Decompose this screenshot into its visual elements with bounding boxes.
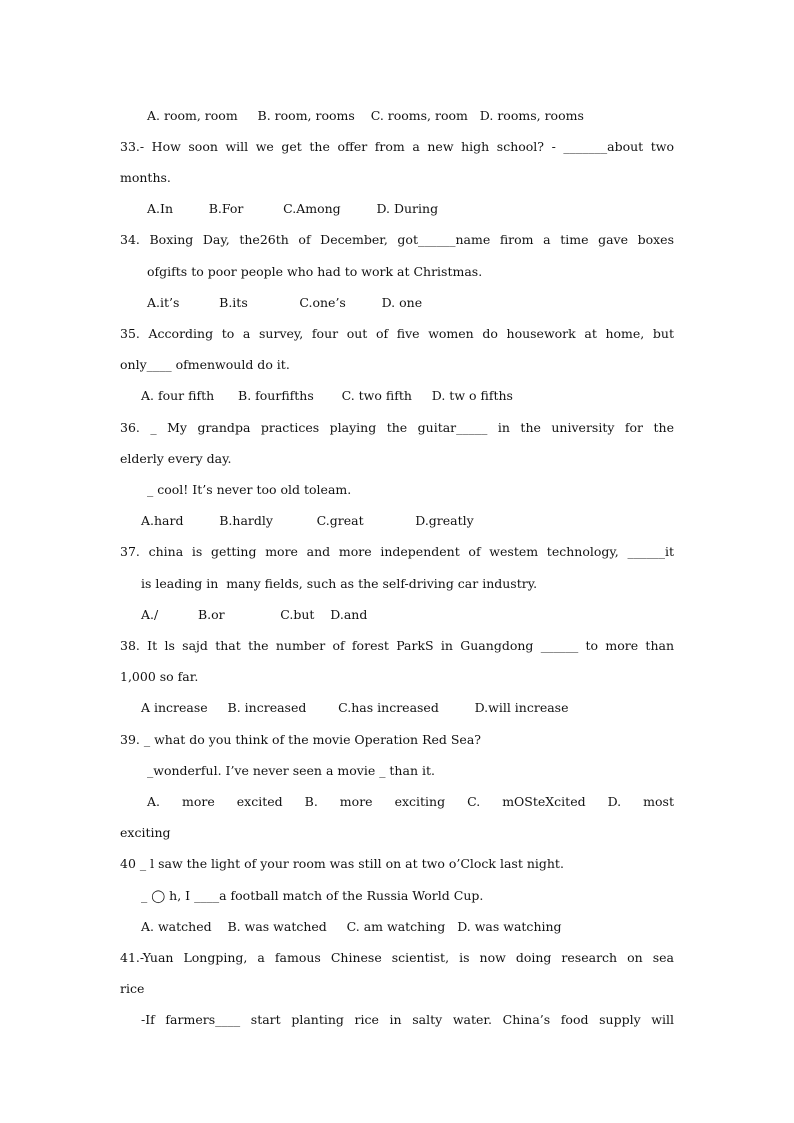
q40-options: A. watched B. was watched C. am watching D. was watching xyxy=(141,919,562,934)
q35-line1: 35. According to a survey, four out of five women do housework at home, but xyxy=(120,326,674,341)
q35-options: A. four fifth B. fourfifths C. two fifth D. tw o fifths xyxy=(141,388,513,403)
q39-options-cont: exciting xyxy=(120,825,171,840)
q36-options: A.hard B.hardly C.great D.greatly xyxy=(141,513,474,528)
q38-line1: 38. It ls sajd that the number of forest ParkS in Guangdong ______ to more than xyxy=(120,638,674,653)
q34-options: A.it’s B.its C.one’s D. one xyxy=(147,295,423,310)
q41-line3: -If farmers____ start planting rice in salty water. China’s food supply will xyxy=(141,1012,674,1027)
q38-line2: 1,000 so far. xyxy=(120,669,199,684)
q34-line2: ofgifts to poor people who had to work at Christmas. xyxy=(147,264,483,279)
q37-line2: is leading in many fields, such as the self-driving car industry. xyxy=(141,576,538,591)
q37-line1: 37. china is getting more and more independent of westem technology, ______it xyxy=(120,544,674,559)
q37-options: A./ B.or C.but D.and xyxy=(141,607,368,622)
q33-options: A.In B.For C.Among D. During xyxy=(147,201,439,216)
q33-line1: 33.- How soon will we get the offer from a new high school? - _______about two xyxy=(120,139,674,154)
q36-line2: elderly every day. xyxy=(120,451,232,466)
q34-line1: 34. Boxing Day, the26th of December, got______name firom a time gave boxes xyxy=(120,232,674,247)
q39-line2: _wonderful. I’ve never seen a movie _ than it. xyxy=(147,763,435,778)
q39-line1: 39. _ what do you think of the movie Operation Red Sea? xyxy=(120,732,481,747)
q39-options: A. more excited B. more exciting C. mOSteXcited D. most xyxy=(147,794,674,809)
q38-options: A increase B. increased C.has increased D.will increase xyxy=(141,700,569,715)
q41-line1: 41.-Yuan Longping, a famous Chinese scientist, is now doing research on sea xyxy=(120,950,674,965)
q40-line1: 40 _ l saw the light of your room was still on at two o’Clock last night. xyxy=(120,856,564,871)
q41-line2: rice xyxy=(120,981,145,996)
q36-line3: _ cool! It’s never too old toleam. xyxy=(147,482,352,497)
q33-line2: months. xyxy=(120,170,171,185)
q40-line2: _ ◯ h, I ____a football match of the Russia World Cup. xyxy=(141,888,484,903)
q32-options: A. room, room B. room, rooms C. rooms, room D. rooms, rooms xyxy=(147,108,584,123)
q35-line2: only____ ofmenwould do it. xyxy=(120,357,290,372)
q36-line1: 36. _ My grandpa practices playing the guitar_____ in the university for the xyxy=(120,420,674,435)
